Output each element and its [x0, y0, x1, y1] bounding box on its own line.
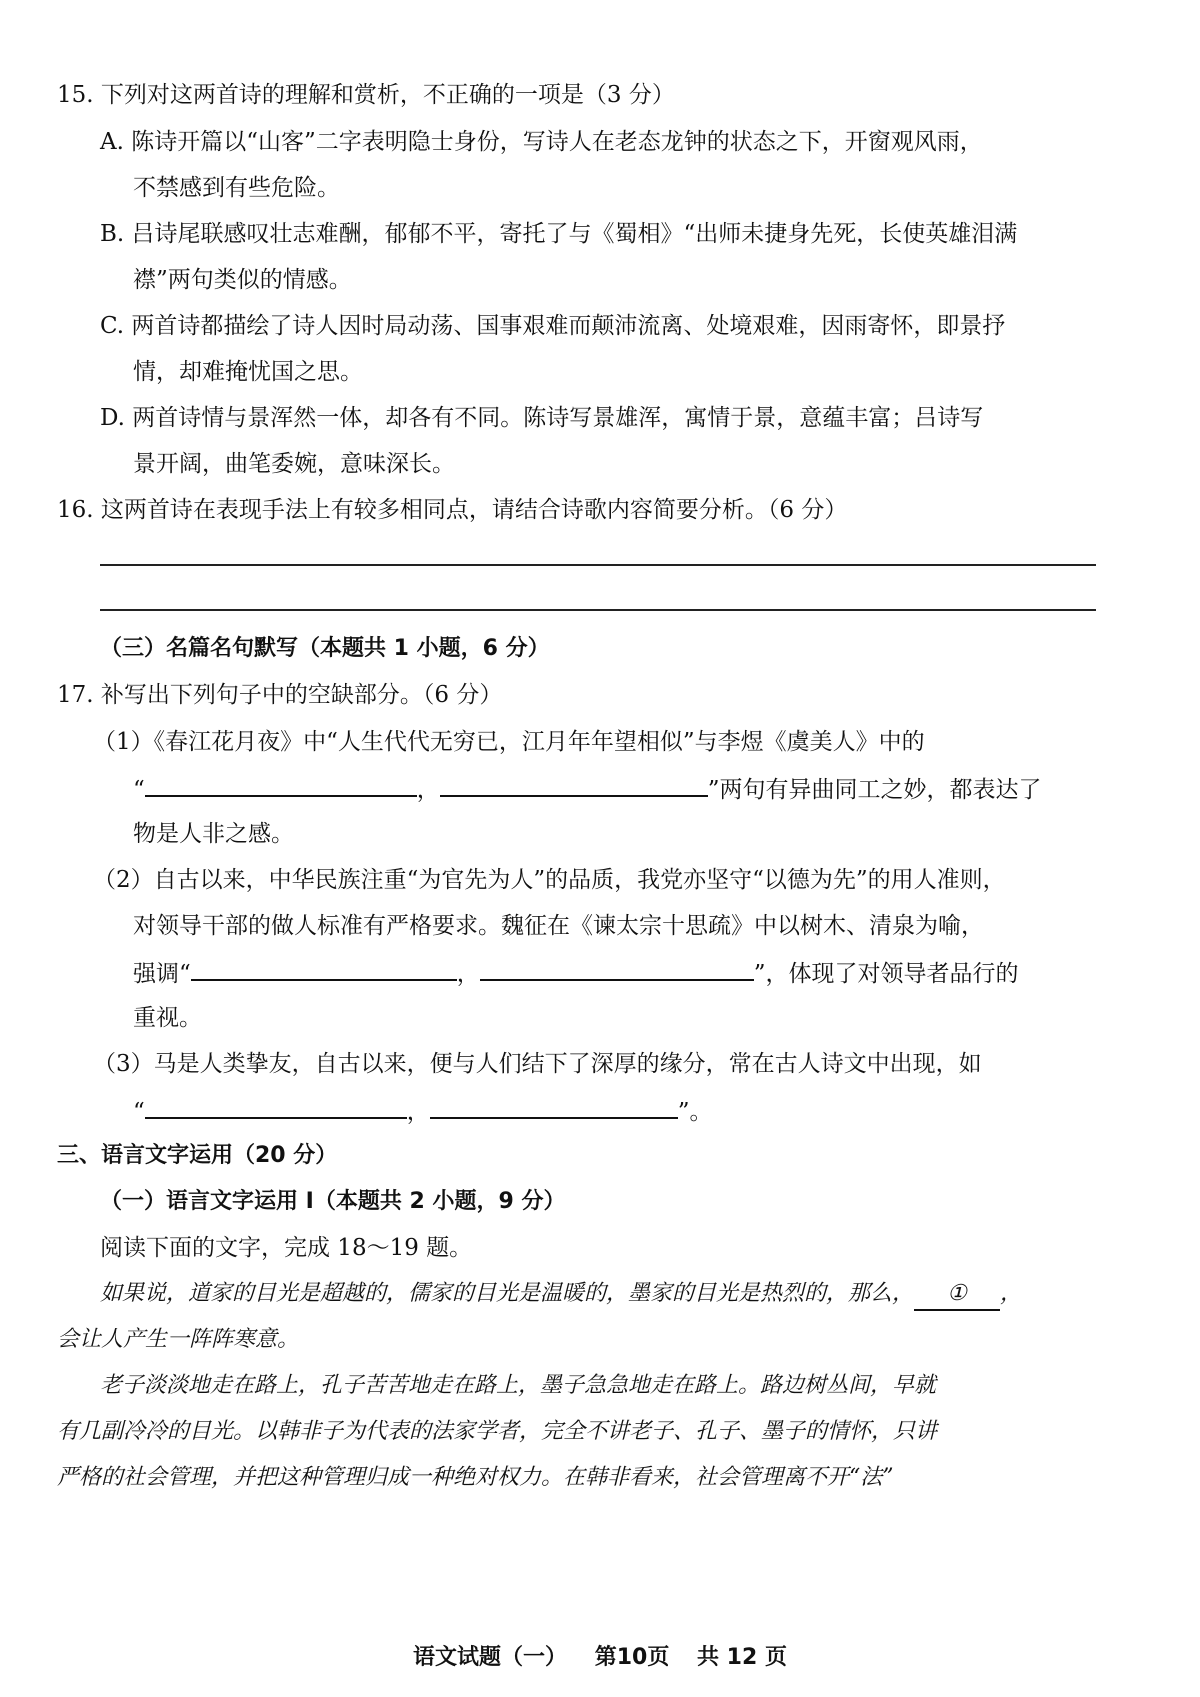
q17-part3-line1: （3）马是人类挚友，自古以来，便与人们结下了深厚的缘分，常在古人诗文中出现，如	[93, 1051, 982, 1077]
q17-part1-line3: 物是人非之感。	[133, 821, 294, 847]
q17-part2-line3-head: 强调“	[133, 961, 191, 987]
q17-part2-line4: 重视。	[133, 1005, 202, 1031]
fill-blank-3[interactable]	[191, 957, 457, 981]
passage-para2-line1: 老子淡淡地走在路上，孔子苦苦地走在路上，墨子急急地走在路上。路边树丛间，早就	[100, 1373, 937, 1398]
quote-close: ”。	[677, 1099, 713, 1125]
fill-blank-2[interactable]	[440, 773, 708, 797]
passage-para2-line3: 严格的社会管理，并把这种管理归成一种绝对权力。在韩非看来，社会管理离不开“法”	[57, 1465, 894, 1490]
q15-option-d-line2: 景开阔，曲笔委婉，意味深长。	[133, 451, 455, 477]
fill-blank-6[interactable]	[430, 1095, 678, 1119]
q15-stem: 15. 下列对这两首诗的理解和赏析，不正确的一项是（3 分）	[57, 82, 675, 108]
q15-option-b-line2: 襟”两句类似的情感。	[133, 267, 352, 293]
q17-stem: 17. 补写出下列句子中的空缺部分。（6 分）	[57, 682, 503, 708]
fill-blank-4[interactable]	[480, 957, 754, 981]
footer-subject: 语文试题（一）	[413, 1645, 568, 1670]
comma: ，	[456, 961, 480, 987]
q15-option-a-line2: 不禁感到有些危险。	[133, 175, 340, 201]
q15-option-a-line1: A. 陈诗开篇以“山客”二字表明隐士身份，写诗人在老态龙钟的状态之下，开窗观风雨，	[100, 129, 983, 155]
page-footer	[0, 1640, 1200, 1671]
comma: ，	[406, 1099, 430, 1125]
fill-blank-5[interactable]	[145, 1095, 407, 1119]
passage-para2-line2: 有几副冷冷的目光。以韩非子为代表的法家学者，完全不讲老子、孔子、墨子的情怀，只讲	[57, 1419, 938, 1444]
q17-part2-line1: （2）自古以来，中华民族注重“为官先为人”的品质，我党亦坚守“以德为先”的用人准则，	[93, 867, 1006, 893]
section-3-heading: （三）名篇名句默写（本题共 1 小题，6 分）	[100, 636, 550, 661]
q17-part2-line3-tail: ”，体现了对领导者品行的	[753, 961, 1019, 987]
q17-part1-line2-tail: ”两句有异曲同工之妙，都表达了	[707, 777, 1042, 803]
quote-open: “	[133, 1099, 145, 1125]
part-3-heading: 三、语言文字运用（20 分）	[57, 1143, 338, 1168]
q15-option-b-line1: B. 吕诗尾联感叹壮志难酬，郁郁不平，寄托了与《蜀相》“出师未捷身先死，长使英雄泪满	[100, 221, 1018, 247]
comma: ，	[1000, 1281, 1023, 1306]
reading-instruction: 阅读下面的文字，完成 18～19 题。	[100, 1235, 473, 1261]
q15-option-d-line1: D. 两首诗情与景浑然一体，却各有不同。陈诗写景雄浑，寓情于景，意蕴丰富；吕诗写	[100, 405, 984, 431]
q17-part2-line2: 对领导干部的做人标准有严格要求。魏征在《谏太宗十思疏》中以树木、清泉为喻，	[133, 913, 984, 939]
comma: ，	[416, 777, 440, 803]
answer-line-2[interactable]	[100, 609, 1096, 611]
q16-stem: 16. 这两首诗在表现手法上有较多相同点，请结合诗歌内容简要分析。（6 分）	[57, 497, 848, 523]
fill-blank-circle-1[interactable]: ①	[914, 1279, 1000, 1311]
answer-line-1[interactable]	[100, 564, 1096, 566]
q17-part1-line2	[133, 773, 1042, 805]
passage-para1-line1	[100, 1279, 1022, 1311]
passage-para1-line2: 会让人产生一阵阵寒意。	[57, 1327, 300, 1352]
q15-option-c-line1: C. 两首诗都描绘了诗人因时局动荡、国事艰难而颠沛流离、处境艰难，因雨寄怀，即景抒	[100, 313, 1006, 339]
q17-part1-line1: （1）《春江花月夜》中“人生代代无穷已，江月年年望相似”与李煜《虞美人》中的	[93, 729, 925, 755]
q17-part2-line3	[133, 957, 1019, 989]
footer-page-number: 第10页	[594, 1645, 670, 1670]
fill-blank-1[interactable]	[145, 773, 417, 797]
footer-total-pages: 共 12 页	[697, 1645, 787, 1670]
part-3-subheading: （一）语言文字运用 Ⅰ（本题共 2 小题，9 分）	[100, 1189, 566, 1214]
q17-part3-line2	[133, 1095, 713, 1127]
q15-option-c-line2: 情，却难掩忧国之思。	[133, 359, 363, 385]
quote-open: “	[133, 777, 145, 803]
passage-para1-text: 如果说，道家的目光是超越的，儒家的目光是温暖的，墨家的目光是热烈的，那么，	[100, 1281, 915, 1306]
